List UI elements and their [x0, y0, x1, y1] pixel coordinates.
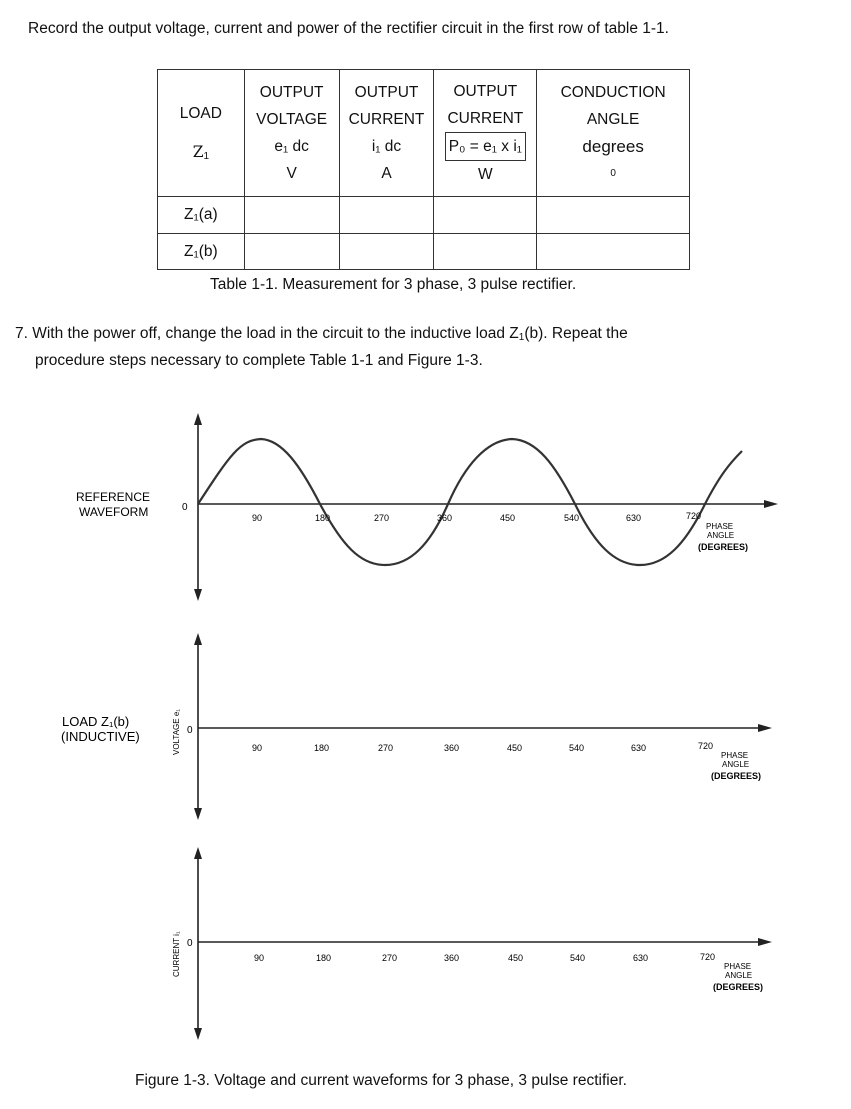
table-cell — [434, 197, 537, 234]
table-cell — [434, 234, 537, 270]
tick-450: 450 — [508, 953, 524, 963]
tick-360: 360 — [444, 953, 460, 963]
tick-720: 720 — [698, 741, 714, 751]
load-header: LOAD — [179, 105, 222, 122]
table-row — [158, 234, 690, 270]
table-cell — [244, 234, 339, 270]
table-cell — [537, 197, 690, 234]
current-down-arrow — [194, 1028, 202, 1040]
step-7-instruction: 7. With the power off, change the load in the circuit to the inductive load $Z_1(b)$. Repeat the procedure steps necessary to complete Table 1-1 and Figure 1-3. — [15, 325, 628, 369]
col-header-current: OUTPUT CURRENT i₁ dc A — [339, 70, 434, 197]
tick-630: 630 — [626, 513, 642, 523]
voltage-ticks — [252, 741, 713, 753]
ref-label-line1: REFERENCE — [76, 490, 151, 504]
table-cell — [244, 197, 339, 234]
degrees-label: (DEGREES) — [711, 771, 762, 781]
ref-up-arrow — [194, 413, 202, 425]
reference-panel — [76, 413, 778, 601]
tick-270: 270 — [378, 743, 394, 753]
unit-power: W — [478, 166, 493, 183]
voltage-axis-label: VOLTAGE e₁ — [172, 709, 181, 755]
unit-voltage: V — [286, 165, 297, 182]
row-label: Z₁(a) — [158, 197, 245, 234]
tick-360: 360 — [444, 743, 460, 753]
table-cell — [339, 197, 434, 234]
tick-180: 180 — [315, 513, 331, 523]
tick-540: 540 — [570, 953, 586, 963]
tick-630: 630 — [633, 953, 649, 963]
tick-540: 540 — [564, 513, 580, 523]
unit-angle: 0 — [610, 168, 616, 179]
degrees-label: (DEGREES) — [698, 542, 749, 552]
table-row — [158, 197, 690, 234]
degrees-label: (DEGREES) — [713, 982, 764, 992]
tick-450: 450 — [507, 743, 523, 753]
ref-ticks — [252, 511, 701, 523]
voltage-origin: 0 — [187, 725, 193, 736]
load-label-line2: (INDUCTIVE) — [61, 729, 140, 744]
ref-label-line2: WAVEFORM — [79, 505, 149, 519]
waveform-figure — [0, 395, 851, 1070]
tick-180: 180 — [314, 743, 330, 753]
table-cell — [537, 234, 690, 270]
voltage-panel — [61, 633, 772, 820]
tick-720: 720 — [686, 511, 702, 521]
voltage-down-arrow — [194, 808, 202, 820]
figure-caption: Figure 1-3. Voltage and current waveforms for 3 phase, 3 pulse rectifier. — [135, 1072, 627, 1089]
tick-270: 270 — [374, 513, 390, 523]
ref-axis-arrow — [764, 500, 778, 508]
current-axis-arrow — [758, 938, 772, 946]
current-ticks — [254, 952, 715, 963]
load-label-line1: LOAD Z₁(b) — [62, 714, 130, 729]
reference-sine-wave — [198, 439, 742, 565]
current-panel — [172, 847, 772, 1040]
ref-down-arrow — [194, 589, 202, 601]
angle-label: ANGLE — [725, 971, 753, 980]
table-cell — [339, 234, 434, 270]
col-header-angle: CONDUCTION ANGLE degrees 0 — [537, 70, 690, 197]
tick-180: 180 — [316, 953, 332, 963]
phase-label: PHASE — [721, 751, 749, 760]
angle-label: ANGLE — [707, 531, 735, 540]
tick-270: 270 — [382, 953, 398, 963]
intro-instruction: Record the output voltage, current and power of the rectifier circuit in the first row of table 1-1. — [28, 20, 669, 37]
phase-label: PHASE — [724, 962, 752, 971]
tick-90: 90 — [252, 513, 263, 523]
measurement-table — [157, 69, 690, 270]
tick-90: 90 — [254, 953, 265, 963]
load-header-cell — [158, 70, 245, 197]
row-label: Z₁(b) — [158, 234, 245, 270]
col-header-power: OUTPUT CURRENT P₀ = e₁ x i₁ W — [434, 70, 537, 197]
unit-current: A — [381, 165, 392, 182]
tick-630: 630 — [631, 743, 647, 753]
voltage-axis-arrow — [758, 724, 772, 732]
current-up-arrow — [194, 847, 202, 859]
angle-label: ANGLE — [722, 760, 750, 769]
table-caption: Table 1-1. Measurement for 3 phase, 3 pulse rectifier. — [210, 276, 577, 293]
voltage-up-arrow — [194, 633, 202, 645]
col-header-voltage: OUTPUT VOLTAGE e₁ dc V — [244, 70, 339, 197]
ref-origin: 0 — [182, 502, 188, 513]
current-origin: 0 — [187, 938, 193, 949]
tick-360: 360 — [437, 513, 453, 523]
tick-720: 720 — [700, 952, 716, 962]
tick-540: 540 — [569, 743, 585, 753]
tick-450: 450 — [500, 513, 516, 523]
tick-90: 90 — [252, 743, 263, 753]
phase-label: PHASE — [706, 522, 734, 531]
load-symbol: Z1 — [192, 143, 210, 162]
current-axis-label: CURRENT i₁ — [172, 931, 181, 977]
